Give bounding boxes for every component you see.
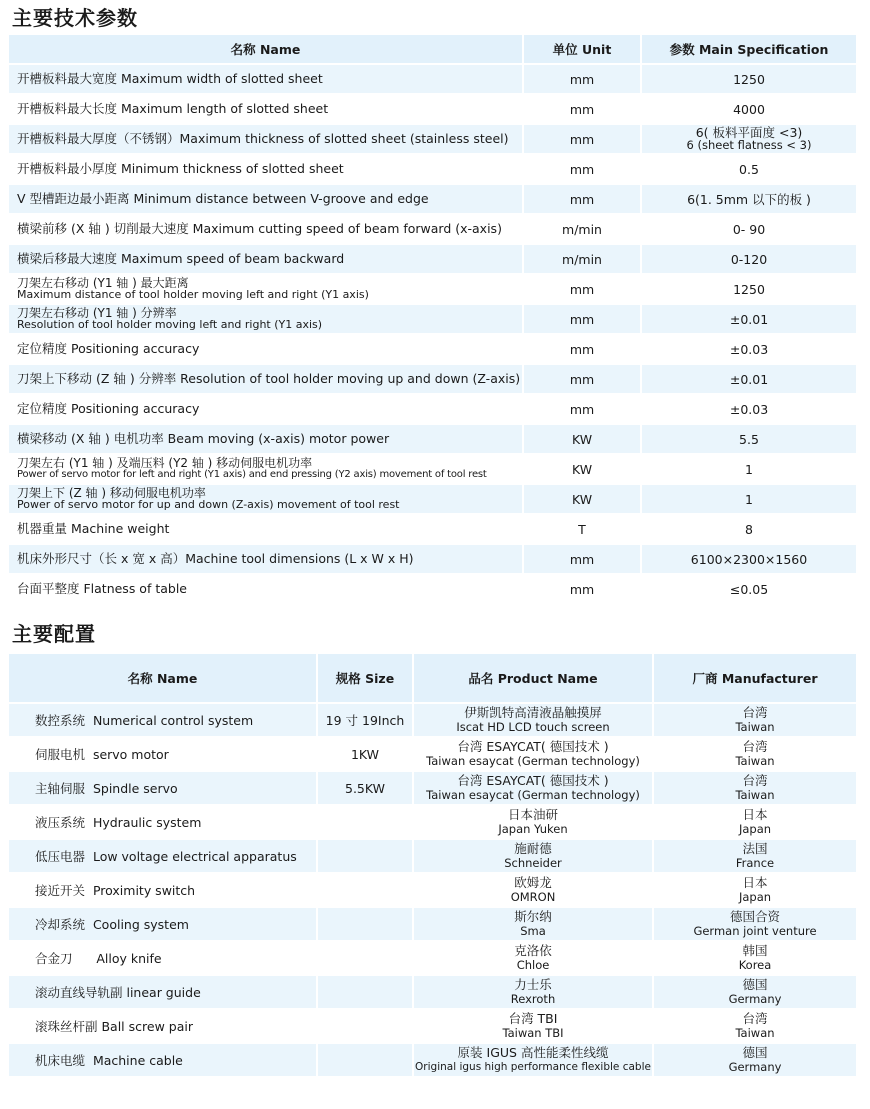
config-table: [7, 652, 858, 1078]
spec-name-cell: [9, 455, 522, 483]
spec-unit: mm: [524, 365, 640, 393]
config-manufacturer: 日本: [742, 875, 768, 890]
config-manufacturer-cell: [654, 874, 856, 906]
config-manufacturer-en: Germany: [728, 992, 782, 1006]
config-size: [318, 1010, 412, 1042]
config-size: [318, 1044, 412, 1076]
spec-table: [7, 33, 858, 605]
spec-name: 机床外形尺寸（长 x 宽 x 高）Machine tool dimensions (L x W x H): [17, 551, 414, 566]
spec-value-cell: [642, 95, 856, 123]
config-name: 主轴伺服 Spindle servo: [9, 772, 316, 804]
spec-unit: mm: [524, 275, 640, 303]
header-product: 品名 Product Name: [414, 654, 652, 702]
spec-value-cell: [642, 185, 856, 213]
table-row: [9, 515, 856, 543]
header-name: 名称 Name: [9, 35, 522, 63]
spec-name: 台面平整度 Flatness of table: [17, 581, 187, 596]
config-product-en: Rexroth: [510, 992, 556, 1006]
config-product-cell: [414, 840, 652, 872]
spec-name: 刀架左右移动 (Y1 轴 ) 分辨率: [17, 306, 177, 320]
config-size: [318, 806, 412, 838]
config-name: 滚珠丝杆副 Ball screw pair: [9, 1010, 316, 1042]
spec-value: ≤0.05: [729, 581, 769, 597]
config-size: 19 寸 19Inch: [318, 704, 412, 736]
table-row: [9, 155, 856, 183]
config-product-en: Japan Yuken: [498, 822, 568, 836]
config-product: 台湾 ESAYCAT( 德国技术 ): [457, 739, 609, 754]
spec-value: ±0.01: [729, 311, 769, 327]
spec-name-cell: [9, 515, 522, 543]
config-manufacturer-en: Taiwan: [735, 788, 775, 802]
spec-name-cell: [9, 125, 522, 153]
config-manufacturer: 德国: [742, 1045, 768, 1060]
spec-value-cell: [642, 455, 856, 483]
spec-unit: mm: [524, 185, 640, 213]
spec-name-cell: [9, 155, 522, 183]
spec-value-cell: [642, 485, 856, 513]
spec-value-cell: [642, 335, 856, 363]
config-size: 5.5KW: [318, 772, 412, 804]
spec-unit: mm: [524, 125, 640, 153]
config-table-header: [9, 654, 856, 702]
spec-unit: m/min: [524, 215, 640, 243]
spec-value: ±0.03: [729, 341, 769, 357]
config-product-cell: [414, 772, 652, 804]
table-row: [9, 840, 856, 872]
spec-unit: KW: [524, 425, 640, 453]
config-product: 台湾 ESAYCAT( 德国技术 ): [457, 773, 609, 788]
spec-unit: mm: [524, 545, 640, 573]
spec-unit: m/min: [524, 245, 640, 273]
config-product-en: Schneider: [504, 856, 562, 870]
config-manufacturer: 日本: [742, 807, 768, 822]
spec-table-header: [9, 35, 856, 63]
spec-name: 开槽板料最大厚度（不锈钢）Maximum thickness of slotted sheet (stainless steel): [17, 131, 509, 146]
spec-name: 机器重量 Machine weight: [17, 521, 170, 536]
config-product: 斯尔纳: [514, 909, 552, 924]
config-product-cell: [414, 942, 652, 974]
table-row: [9, 485, 856, 513]
spec-unit: KW: [524, 455, 640, 483]
table-row: [9, 335, 856, 363]
config-manufacturer: 德国: [742, 977, 768, 992]
config-product-cell: [414, 1010, 652, 1042]
spec-unit: T: [524, 515, 640, 543]
table-row: [9, 215, 856, 243]
config-name: 伺服电机 servo motor: [9, 738, 316, 770]
config-manufacturer-en: France: [735, 856, 775, 870]
config-product-cell: [414, 1044, 652, 1076]
config-manufacturer: 台湾: [742, 739, 768, 754]
config-manufacturer: 法国: [742, 841, 768, 856]
spec-name-en: Power of servo motor for up and down (Z-axis) movement of tool rest: [17, 498, 400, 511]
spec-value-cell: [642, 395, 856, 423]
spec-unit: mm: [524, 155, 640, 183]
spec-name-cell: [9, 275, 522, 303]
spec-unit: KW: [524, 485, 640, 513]
config-product-en: Taiwan esaycat (German technology): [426, 754, 640, 768]
spec-name-cell: [9, 335, 522, 363]
spec-name: 开槽板料最大长度 Maximum length of slotted sheet: [17, 101, 329, 116]
config-manufacturer: 台湾: [742, 705, 768, 720]
config-product: 原装 IGUS 高性能柔性线缆: [457, 1045, 609, 1060]
table-row: [9, 185, 856, 213]
config-manufacturer-cell: [654, 942, 856, 974]
config-product-cell: [414, 704, 652, 736]
config-product: 日本油研: [507, 807, 558, 822]
spec-value: 4000: [733, 101, 765, 117]
config-product-cell: [414, 908, 652, 940]
config-name: 机床电缆 Machine cable: [9, 1044, 316, 1076]
config-manufacturer-en: Korea: [738, 958, 772, 972]
spec-value: 6( 板料平面度 <3): [695, 125, 803, 140]
table-row: [9, 738, 856, 770]
spec-unit: mm: [524, 575, 640, 603]
config-product: 力士乐: [514, 977, 552, 992]
table-row: [9, 245, 856, 273]
table-row: [9, 1010, 856, 1042]
config-name: 冷却系统 Cooling system: [9, 908, 316, 940]
header-manufacturer: 厂商 Manufacturer: [654, 654, 856, 702]
spec-value-cell: [642, 545, 856, 573]
spec-unit: mm: [524, 395, 640, 423]
spec-name: 横梁后移最大速度 Maximum speed of beam backward: [17, 251, 345, 266]
config-product-cell: [414, 874, 652, 906]
spec-value: 6(1. 5mm 以下的板 ): [687, 191, 811, 207]
spec-value: 8: [745, 521, 753, 537]
table-row: [9, 575, 856, 603]
config-manufacturer-en: Japan: [738, 890, 772, 904]
config-manufacturer-cell: [654, 908, 856, 940]
table-row: [9, 65, 856, 93]
spec-value: 1: [745, 461, 753, 477]
spec-name-cell: [9, 425, 522, 453]
config-product-cell: [414, 806, 652, 838]
spec-name-cell: [9, 575, 522, 603]
config-name: 接近开关 Proximity switch: [9, 874, 316, 906]
table-row: [9, 545, 856, 573]
spec-value-cell: [642, 245, 856, 273]
config-manufacturer-en: Taiwan: [735, 1026, 775, 1040]
spec-name: 开槽板料最小厚度 Minimum thickness of slotted sheet: [17, 161, 344, 176]
table-row: [9, 704, 856, 736]
table-row: [9, 806, 856, 838]
spec-value: 0.5: [739, 161, 759, 177]
config-manufacturer-cell: [654, 772, 856, 804]
config-size: [318, 874, 412, 906]
header-unit: 单位 Unit: [524, 35, 640, 63]
config-size: [318, 840, 412, 872]
config-product-en: OMRON: [510, 890, 556, 904]
config-manufacturer: 台湾: [742, 773, 768, 788]
table-row: [9, 455, 856, 483]
spec-unit: mm: [524, 305, 640, 333]
spec-name-en: Power of servo motor for left and right (Y1 axis) and end pressing (Y2 axis) movement of tool rest: [17, 469, 487, 480]
config-product-en: Taiwan esaycat (German technology): [426, 788, 640, 802]
config-manufacturer-en: German joint venture: [693, 924, 817, 938]
table-row: [9, 772, 856, 804]
spec-value-cell: [642, 125, 856, 153]
table-row: [9, 365, 856, 393]
header-name: 名称 Name: [9, 654, 316, 702]
header-spec: 参数 Main Specification: [642, 35, 856, 63]
spec-name: 刀架上下 (Z 轴 ) 移动伺服电机功率: [17, 486, 206, 500]
config-product: 伊斯凯特高清液晶触摸屏: [464, 705, 602, 720]
header-size: 规格 Size: [318, 654, 412, 702]
config-size: [318, 976, 412, 1008]
config-manufacturer-cell: [654, 806, 856, 838]
spec-unit: mm: [524, 65, 640, 93]
config-size: [318, 908, 412, 940]
spec-value-cell: [642, 155, 856, 183]
config-name: 液压系统 Hydraulic system: [9, 806, 316, 838]
spec-name-cell: [9, 485, 522, 513]
spec-value: ±0.03: [729, 401, 769, 417]
config-product: 欧姆龙: [514, 875, 552, 890]
config-product-en: Iscat HD LCD touch screen: [456, 720, 610, 734]
spec-name: 定位精度 Positioning accuracy: [17, 341, 200, 356]
spec-value-cell: [642, 305, 856, 333]
config-manufacturer-cell: [654, 1010, 856, 1042]
table-row: [9, 1044, 856, 1076]
spec-value-en: 6 (sheet flatness < 3): [686, 138, 812, 152]
config-product: 克洛依: [514, 943, 552, 958]
table-row: [9, 425, 856, 453]
table-row: [9, 125, 856, 153]
spec-name-cell: [9, 65, 522, 93]
config-size: 1KW: [318, 738, 412, 770]
table-row: [9, 305, 856, 333]
spec-value: 1: [745, 491, 753, 507]
spec-name-cell: [9, 95, 522, 123]
config-product-cell: [414, 738, 652, 770]
spec-value: 1250: [733, 71, 765, 87]
spec-name-en: Resolution of tool holder moving left and right (Y1 axis): [17, 318, 323, 331]
config-product: 台湾 TBI: [508, 1011, 558, 1026]
spec-value-cell: [642, 65, 856, 93]
spec-unit: mm: [524, 95, 640, 123]
spec-value-cell: [642, 365, 856, 393]
spec-value: ±0.01: [729, 371, 769, 387]
spec-value: 0-120: [730, 251, 768, 267]
config-manufacturer-en: Japan: [738, 822, 772, 836]
config-name: 滚动直线导轨副 linear guide: [9, 976, 316, 1008]
section-title-specs: 主要技术参数: [12, 6, 138, 30]
spec-unit: mm: [524, 335, 640, 363]
config-product-en: Taiwan TBI: [502, 1026, 564, 1040]
table-row: [9, 395, 856, 423]
config-manufacturer-cell: [654, 1044, 856, 1076]
config-manufacturer-en: Taiwan: [735, 754, 775, 768]
spec-value-cell: [642, 425, 856, 453]
config-size: [318, 942, 412, 974]
spec-name: 刀架左右移动 (Y1 轴 ) 最大距离: [17, 276, 189, 290]
config-name: 低压电器 Low voltage electrical apparatus: [9, 840, 316, 872]
spec-name-cell: [9, 305, 522, 333]
spec-name: 刀架上下移动 (Z 轴 ) 分辨率 Resolution of tool holder moving up and down (Z-axis): [17, 371, 521, 386]
spec-value-cell: [642, 515, 856, 543]
config-manufacturer-cell: [654, 976, 856, 1008]
spec-value: 5.5: [739, 431, 759, 447]
spec-name-cell: [9, 395, 522, 423]
spec-name-cell: [9, 185, 522, 213]
spec-value-cell: [642, 215, 856, 243]
spec-name-en: Maximum distance of tool holder moving left and right (Y1 axis): [17, 288, 369, 301]
config-manufacturer-cell: [654, 738, 856, 770]
table-row: [9, 275, 856, 303]
spec-value-cell: [642, 575, 856, 603]
spec-name: 刀架左右 (Y1 轴 ) 及端压料 (Y2 轴 ) 移动伺服电机功率: [17, 456, 313, 470]
config-product-en: Original igus high performance flexible cable: [415, 1061, 651, 1073]
spec-name: 定位精度 Positioning accuracy: [17, 401, 200, 416]
config-manufacturer: 台湾: [742, 1011, 768, 1026]
config-manufacturer-cell: [654, 840, 856, 872]
section-title-config: 主要配置: [12, 622, 96, 646]
config-product: 施耐德: [514, 841, 552, 856]
spec-name-cell: [9, 245, 522, 273]
spec-name-cell: [9, 215, 522, 243]
table-row: [9, 874, 856, 906]
spec-value: 6100×2300×1560: [690, 551, 808, 567]
config-name: 数控系统 Numerical control system: [9, 704, 316, 736]
spec-value: 1250: [733, 281, 765, 297]
config-manufacturer-cell: [654, 704, 856, 736]
spec-value: 0- 90: [732, 221, 766, 237]
spec-name: V 型槽距边最小距离 Minimum distance between V-groove and edge: [17, 191, 429, 206]
config-manufacturer-en: Taiwan: [735, 720, 775, 734]
table-row: [9, 908, 856, 940]
config-manufacturer-en: Germany: [728, 1060, 782, 1074]
config-manufacturer: 韩国: [742, 943, 768, 958]
table-row: [9, 942, 856, 974]
config-manufacturer: 德国合资: [729, 909, 780, 924]
spec-name: 横梁前移 (X 轴 ) 切削最大速度 Maximum cutting speed of beam forward (x-axis): [17, 221, 502, 236]
table-row: [9, 95, 856, 123]
spec-name-cell: [9, 365, 522, 393]
config-product-en: Chloe: [516, 958, 550, 972]
table-row: [9, 976, 856, 1008]
config-product-en: Sma: [520, 924, 546, 938]
config-name: 合金刀 Alloy knife: [9, 942, 316, 974]
spec-name: 横梁移动 (X 轴 ) 电机功率 Beam moving (x-axis) motor power: [17, 431, 390, 446]
spec-name-cell: [9, 545, 522, 573]
spec-value-cell: [642, 275, 856, 303]
spec-name: 开槽板料最大宽度 Maximum width of slotted sheet: [17, 71, 323, 86]
config-product-cell: [414, 976, 652, 1008]
